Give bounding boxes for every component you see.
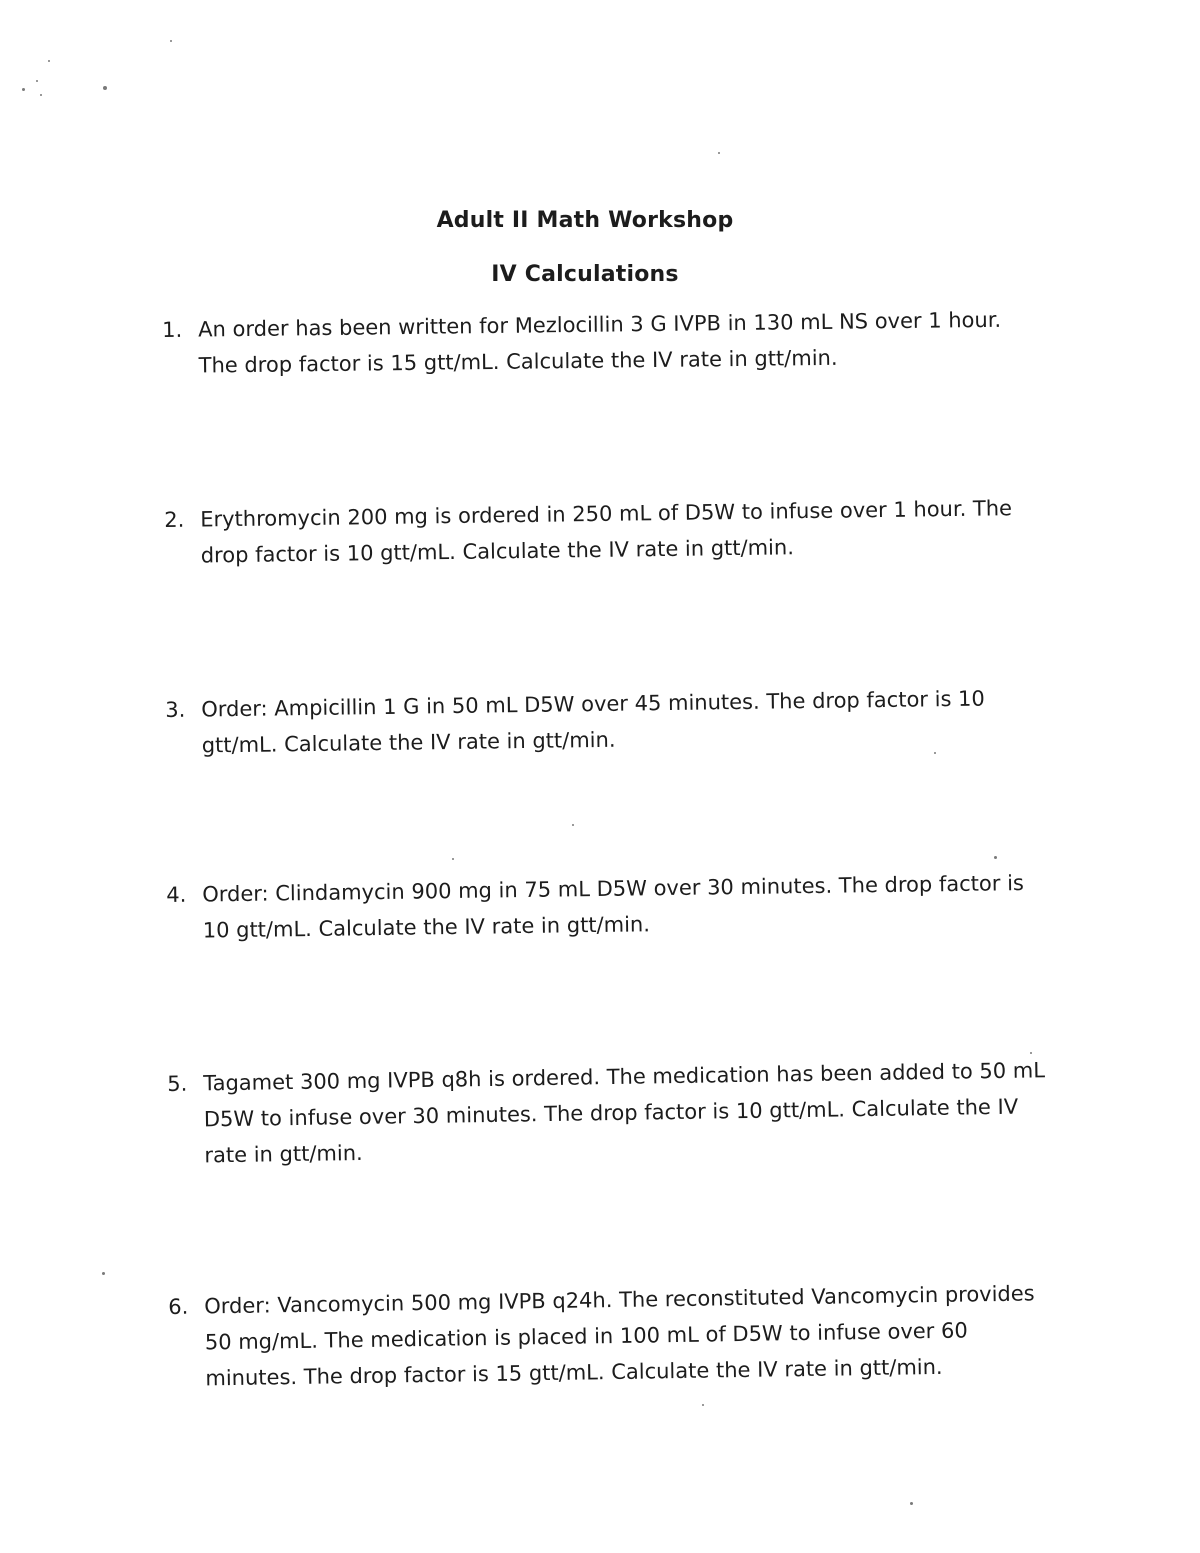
question-1 [162, 302, 1002, 384]
question-text-line: Order: Vancomycin 500 mg IVPB q24h. The reconstituted Vancomycin provides [204, 1281, 1035, 1319]
question-text-line: 10 gtt/mL. Calculate the IV rate in gtt/min. [202, 912, 651, 943]
question-6 [168, 1275, 1036, 1397]
question-number: 5. [167, 1071, 188, 1096]
question-text-line: D5W to infuse over 30 minutes. The drop factor is 10 gtt/mL. Calculate the IV [203, 1094, 1019, 1132]
question-number: 4. [166, 882, 187, 907]
question-text-line: rate in gtt/min. [204, 1140, 363, 1168]
question-2 [164, 490, 1013, 574]
question-text-line: minutes. The drop factor is 15 gtt/mL. Calculate the IV rate in gtt/min. [205, 1354, 943, 1391]
scan-speck [452, 858, 454, 860]
scan-speck [994, 856, 997, 859]
scan-speck [702, 1404, 704, 1406]
scan-speck [718, 152, 720, 154]
question-number: 2. [164, 507, 185, 532]
scan-speck [48, 60, 50, 62]
question-text-line: Order: Clindamycin 900 mg in 75 mL D5W over 30 minutes. The drop factor is [202, 871, 1025, 907]
scan-speck [103, 86, 107, 90]
scan-speck [40, 94, 42, 96]
question-text-line: Erythromycin 200 mg is ordered in 250 mL of D5W to infuse over 1 hour. The [200, 496, 1013, 532]
question-text-line: Order: Ampicillin 1 G in 50 mL D5W over 45 minutes. The drop factor is 10 [201, 686, 985, 722]
question-text-line: gtt/mL. Calculate the IV rate in gtt/min. [201, 727, 616, 758]
question-text-line: The drop factor is 15 gtt/mL. Calculate the IV rate in gtt/min. [198, 345, 838, 378]
question-4 [166, 865, 1025, 949]
question-number: 3. [165, 697, 186, 722]
question-number: 6. [168, 1294, 189, 1319]
page-subtitle: IV Calculations [491, 262, 679, 287]
scan-speck [910, 1502, 913, 1505]
question-number: 1. [162, 317, 183, 342]
scan-speck [170, 40, 172, 42]
question-text-line: drop factor is 10 gtt/mL. Calculate the IV rate in gtt/min. [200, 535, 795, 568]
scan-speck [22, 88, 25, 91]
scan-speck [102, 1272, 105, 1275]
scan-speck [36, 80, 38, 82]
question-5 [167, 1052, 1046, 1174]
question-text-line: 50 mg/mL. The medication is placed in 100 mL of D5W to infuse over 60 [204, 1318, 968, 1355]
question-text-line: Tagamet 300 mg IVPB q8h is ordered. The medication has been added to 50 mL [203, 1058, 1046, 1096]
scan-speck [572, 824, 574, 826]
question-3 [165, 681, 986, 764]
page-title: Adult II Math Workshop [436, 208, 734, 233]
question-text-line: An order has been written for Mezlocillin 3 G IVPB in 130 mL NS over 1 hour. [198, 307, 1002, 342]
